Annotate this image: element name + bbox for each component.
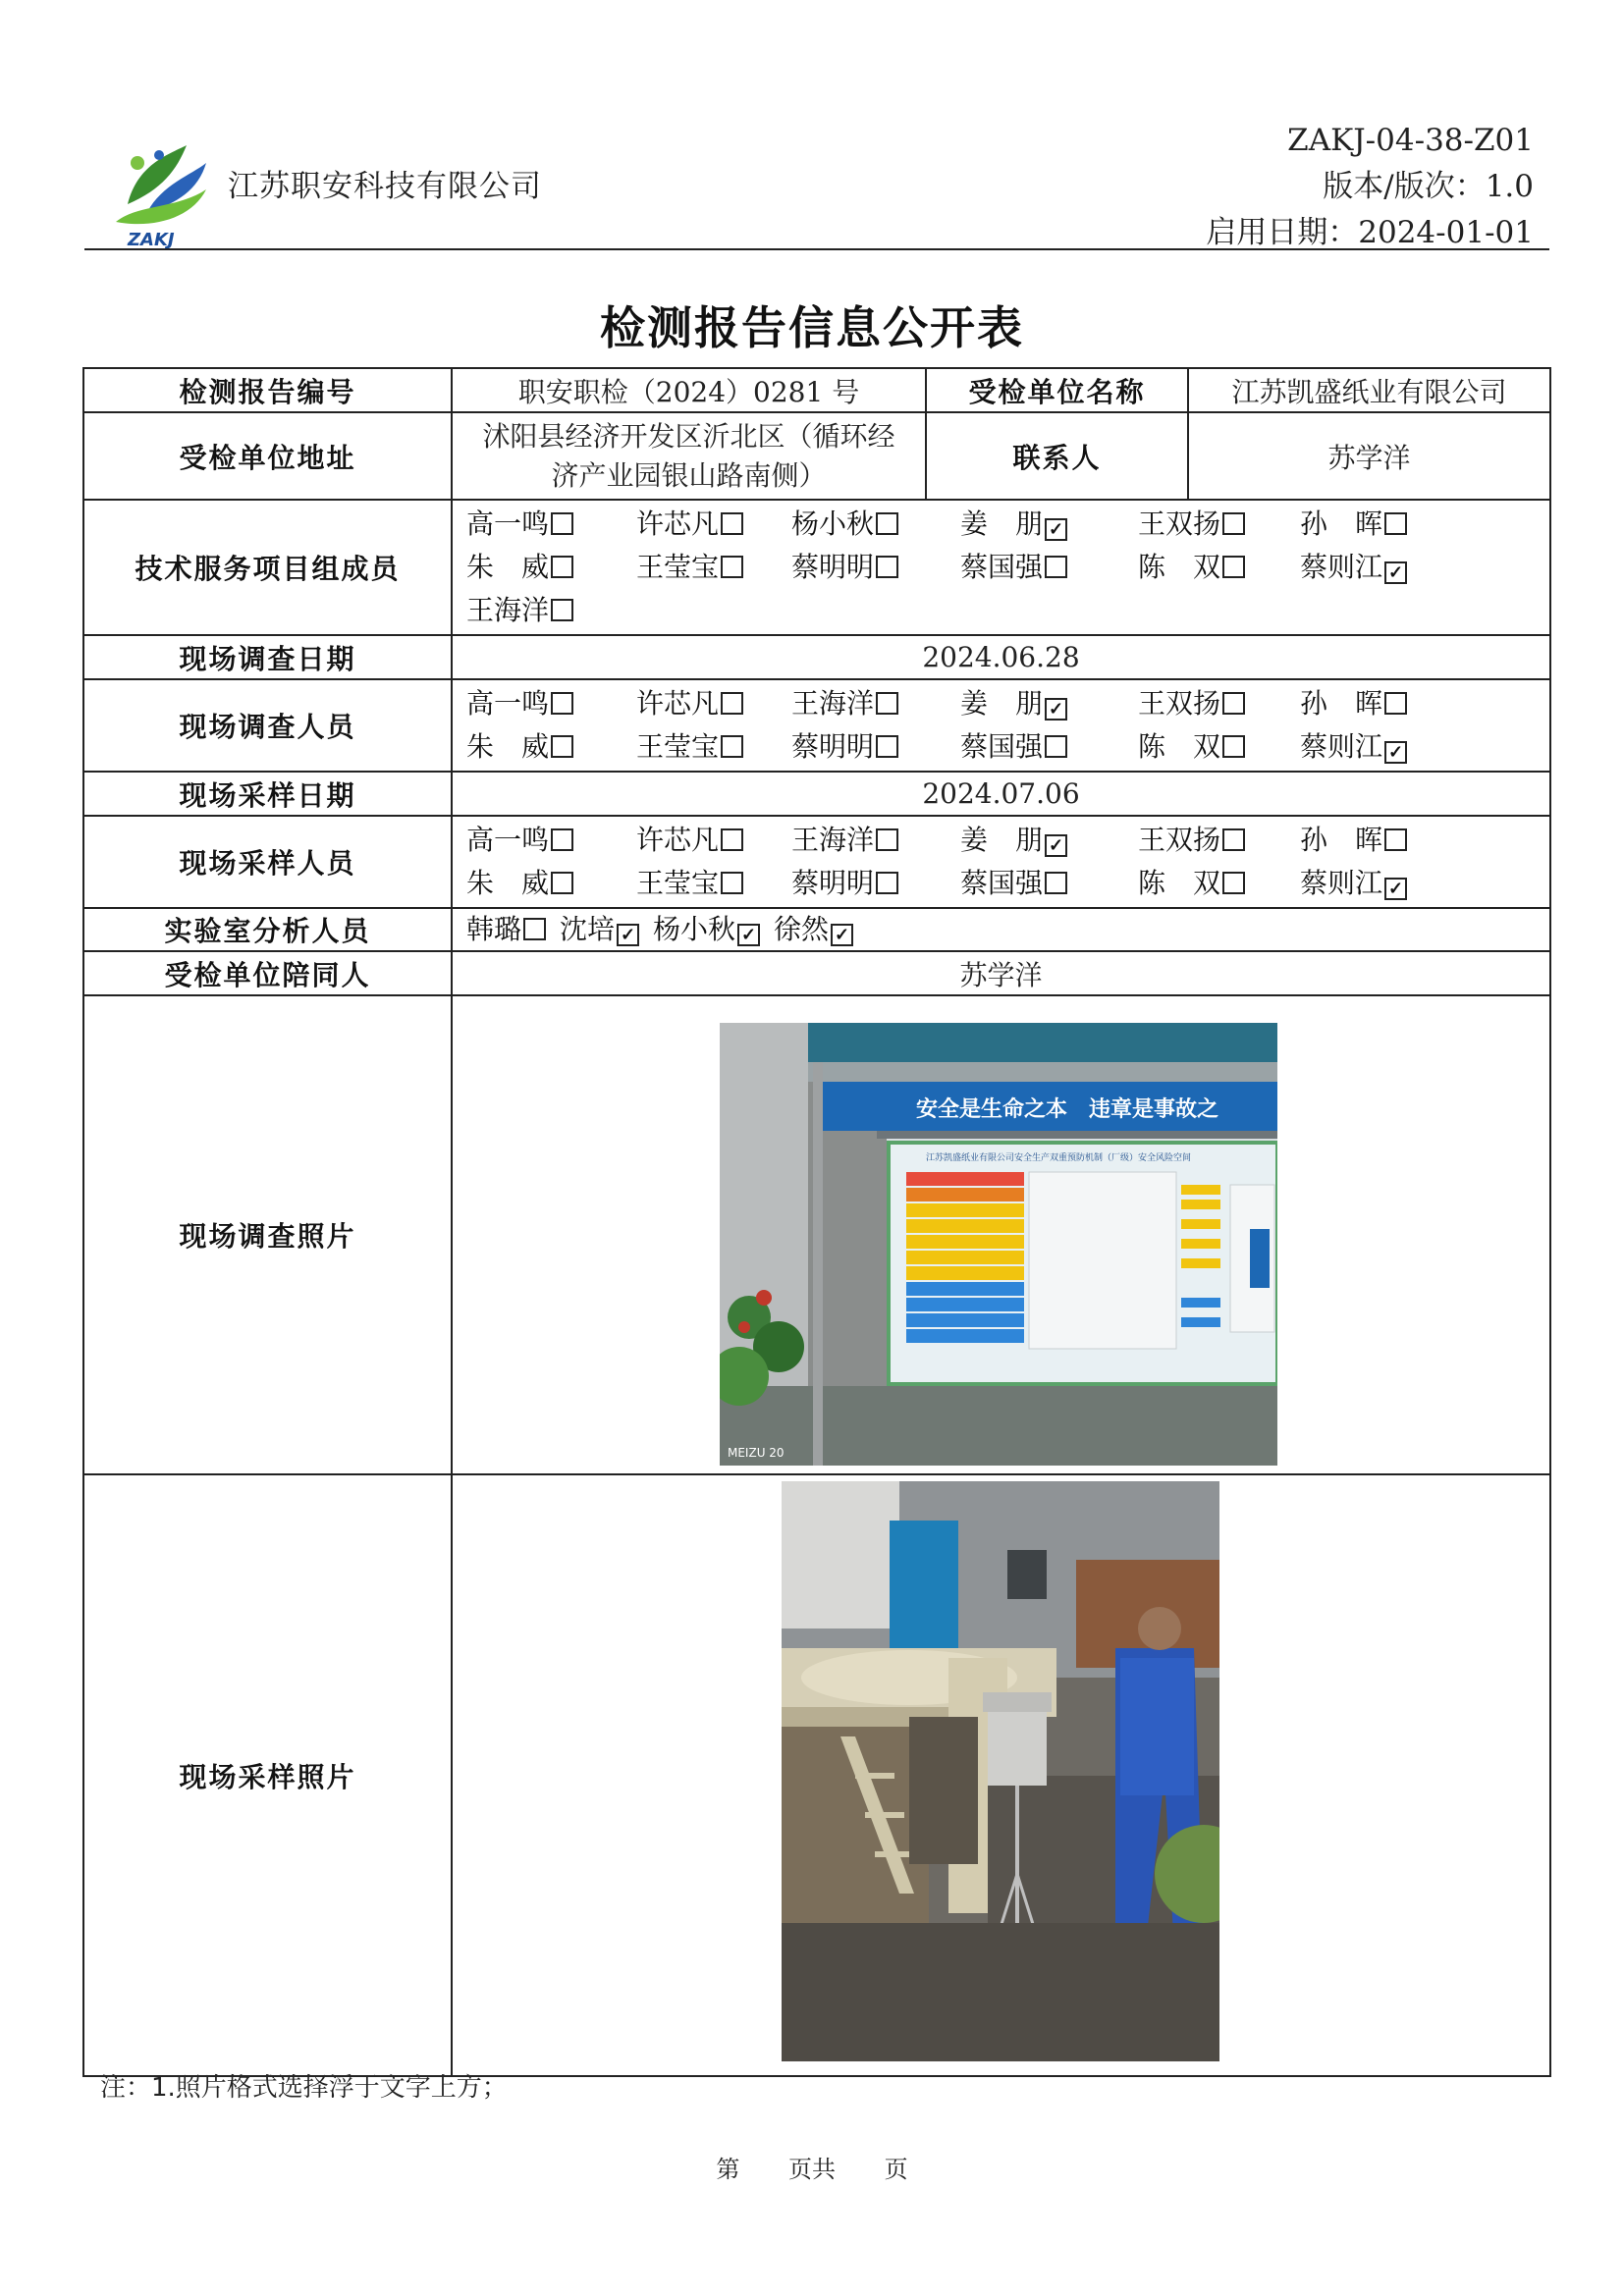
staff-name: 朱 威 — [466, 867, 550, 899]
team-members — [452, 500, 1550, 635]
staff-name: 高一鸣 — [466, 507, 550, 540]
staff-member — [636, 546, 791, 589]
staff-name: 陈 双 — [1138, 551, 1221, 583]
staff-member — [960, 819, 1138, 862]
sampling-staff-list — [466, 817, 1536, 907]
staff-name: 王海洋 — [791, 824, 875, 856]
checkbox-icon[interactable] — [876, 512, 898, 535]
staff-name: 杨小秋 — [653, 913, 736, 945]
doc-effective-date: 启用日期：2024-01-01 — [1206, 215, 1534, 250]
checked-checkbox-icon[interactable]: ✓ — [737, 924, 760, 946]
checkbox-icon[interactable] — [1222, 512, 1245, 535]
checkbox-icon[interactable] — [551, 692, 573, 715]
staff-member — [791, 546, 960, 589]
staff-member — [1138, 725, 1300, 769]
staff-member — [1300, 862, 1418, 905]
report-no-label: 检测报告编号 — [83, 368, 452, 412]
checkbox-icon[interactable] — [551, 828, 573, 851]
staff-name: 徐然 — [774, 913, 830, 945]
staff-member — [1138, 819, 1300, 862]
survey-photo-cell — [452, 995, 1550, 1474]
checkbox-icon[interactable] — [523, 918, 546, 940]
staff-name: 王莹宝 — [636, 730, 720, 763]
checkbox-icon[interactable] — [1222, 556, 1245, 578]
staff-member — [466, 819, 636, 862]
zakj-logo-icon — [108, 135, 216, 253]
staff-member — [466, 503, 636, 546]
staff-name: 王双扬 — [1138, 687, 1221, 720]
staff-name: 王莹宝 — [636, 867, 720, 899]
staff-name: 许芯凡 — [636, 824, 720, 856]
staff-name: 姜 朋 — [960, 507, 1044, 540]
staff-name: 孙 晖 — [1300, 507, 1383, 540]
checkbox-icon[interactable] — [876, 692, 898, 715]
company-name: 江苏职安科技有限公司 — [228, 169, 542, 204]
report-info-table — [82, 367, 1551, 2077]
contact-value: 苏学洋 — [1188, 412, 1550, 500]
table-row — [83, 908, 1550, 951]
staff-name: 沈培 — [560, 913, 616, 945]
logo-text: ZAKJ — [128, 230, 175, 250]
table-row — [83, 635, 1550, 679]
footer-page-suffix: 页 — [884, 2156, 908, 2183]
staff-name: 陈 双 — [1138, 730, 1221, 763]
staff-member — [560, 913, 639, 945]
survey-staff-label: 现场调查人员 — [83, 679, 452, 772]
table-row — [83, 368, 1550, 412]
staff-member — [1138, 503, 1300, 546]
sampling-date-label: 现场采样日期 — [83, 772, 452, 816]
page-footer — [0, 2150, 1624, 2184]
checked-checkbox-icon[interactable]: ✓ — [1045, 834, 1067, 857]
table-row — [83, 995, 1550, 1474]
staff-name: 高一鸣 — [466, 824, 550, 856]
doc-code: ZAKJ-04-38-Z01 — [1287, 123, 1534, 158]
page-title: 检测报告信息公开表 — [600, 301, 1024, 354]
staff-name: 蔡国强 — [960, 867, 1044, 899]
banner-text: 安全是生命之本 违章是事故之 — [916, 1097, 1219, 1122]
checkbox-icon[interactable] — [1222, 828, 1245, 851]
staff-name: 蔡国强 — [960, 730, 1044, 763]
staff-member — [960, 862, 1138, 905]
staff-member — [960, 725, 1138, 769]
staff-member — [466, 682, 636, 725]
staff-name: 陈 双 — [1138, 867, 1221, 899]
unit-name-label: 受检单位名称 — [926, 368, 1188, 412]
staff-member — [636, 725, 791, 769]
address-label: 受检单位地址 — [83, 412, 452, 500]
staff-member — [791, 819, 960, 862]
staff-member — [1300, 725, 1418, 769]
staff-name: 蔡则江 — [1300, 730, 1383, 763]
lab-staff-list — [466, 910, 1536, 949]
staff-name: 朱 威 — [466, 551, 550, 583]
note-text: 注：1.照片格式选择浮于文字上方； — [100, 2073, 508, 2103]
staff-name: 蔡则江 — [1300, 867, 1383, 899]
unit-name-value: 江苏凯盛纸业有限公司 — [1188, 368, 1550, 412]
staff-name: 高一鸣 — [466, 687, 550, 720]
staff-member — [466, 725, 636, 769]
survey-photo — [720, 1023, 1277, 1466]
staff-name: 蔡明明 — [791, 867, 875, 899]
header-divider — [84, 248, 1549, 250]
table-row — [83, 772, 1550, 816]
staff-name: 蔡明明 — [791, 730, 875, 763]
staff-member — [1138, 862, 1300, 905]
staff-name: 王海洋 — [466, 594, 550, 626]
checkbox-icon[interactable] — [876, 556, 898, 578]
checkbox-icon[interactable] — [721, 512, 743, 535]
staff-name: 蔡明明 — [791, 551, 875, 583]
staff-member — [636, 682, 791, 725]
footer-total-label: 页共 — [788, 2156, 836, 2183]
checkbox-icon[interactable] — [1384, 828, 1407, 851]
staff-name: 姜 朋 — [960, 687, 1044, 720]
checkbox-icon[interactable] — [1222, 692, 1245, 715]
sampling-date-value: 2024.07.06 — [452, 772, 1550, 816]
escort-label: 受检单位陪同人 — [83, 951, 452, 995]
staff-member — [1300, 682, 1418, 725]
staff-member — [791, 682, 960, 725]
staff-name: 蔡国强 — [960, 551, 1044, 583]
staff-name: 杨小秋 — [791, 507, 875, 540]
staff-member — [1138, 546, 1300, 589]
checkbox-icon[interactable] — [551, 512, 573, 535]
document-meta — [1206, 118, 1534, 256]
checkbox-icon[interactable] — [721, 556, 743, 578]
checked-checkbox-icon[interactable]: ✓ — [831, 924, 853, 946]
staff-name: 孙 晖 — [1300, 687, 1383, 720]
checked-checkbox-icon[interactable]: ✓ — [1384, 878, 1407, 900]
survey-date-label: 现场调查日期 — [83, 635, 452, 679]
staff-member — [466, 862, 636, 905]
sampling-photo-label: 现场采样照片 — [83, 1474, 452, 2076]
staff-member — [960, 546, 1138, 589]
board-title-text: 江苏凯盛纸业有限公司安全生产双重预防机制（厂级）安全风险空间 — [926, 1153, 1192, 1163]
staff-member — [1300, 503, 1418, 546]
sampling-photo — [782, 1481, 1219, 2061]
staff-member — [636, 503, 791, 546]
checkbox-icon[interactable] — [551, 735, 573, 758]
escort-value: 苏学洋 — [452, 951, 1550, 995]
table-row — [83, 500, 1550, 635]
checkbox-icon[interactable] — [876, 735, 898, 758]
survey-staff — [452, 679, 1550, 772]
staff-name: 朱 威 — [466, 730, 550, 763]
staff-member — [636, 862, 791, 905]
table-row — [83, 412, 1550, 500]
checked-checkbox-icon[interactable]: ✓ — [1384, 741, 1407, 764]
checkbox-icon[interactable] — [551, 872, 573, 894]
staff-name: 许芯凡 — [636, 507, 720, 540]
checkbox-icon[interactable] — [721, 735, 743, 758]
checkbox-icon[interactable] — [876, 828, 898, 851]
staff-name: 王双扬 — [1138, 824, 1221, 856]
checkbox-icon[interactable] — [1045, 735, 1067, 758]
contact-label: 联系人 — [926, 412, 1188, 500]
staff-member — [466, 913, 546, 945]
photo-watermark: MEIZU 20 — [728, 1446, 785, 1460]
staff-name: 孙 晖 — [1300, 824, 1383, 856]
checkbox-icon[interactable] — [1045, 872, 1067, 894]
table-row — [83, 1474, 1550, 2076]
address-value: 沭阳县经济开发区沂北区（循环经济产业园银山路南侧） — [452, 412, 926, 500]
staff-member — [653, 913, 760, 945]
sampling-staff-label: 现场采样人员 — [83, 816, 452, 908]
checkbox-icon[interactable] — [1384, 692, 1407, 715]
checked-checkbox-icon[interactable]: ✓ — [1045, 518, 1067, 541]
staff-name: 许芯凡 — [636, 687, 720, 720]
staff-member — [774, 913, 853, 945]
table-row — [83, 951, 1550, 995]
team-member-list — [466, 501, 1536, 634]
staff-member — [791, 503, 960, 546]
checkbox-icon[interactable] — [551, 556, 573, 578]
staff-member — [960, 682, 1138, 725]
table-row — [83, 816, 1550, 908]
staff-member — [466, 546, 636, 589]
survey-staff-list — [466, 680, 1536, 771]
checkbox-icon[interactable] — [1045, 556, 1067, 578]
table-row — [83, 679, 1550, 772]
checkbox-icon[interactable] — [1222, 735, 1245, 758]
report-no-value: 职安职检（2024）0281 号 — [452, 368, 926, 412]
checkbox-icon[interactable] — [721, 828, 743, 851]
checkbox-icon[interactable] — [1222, 872, 1245, 894]
team-label: 技术服务项目组成员 — [83, 500, 452, 635]
checked-checkbox-icon[interactable]: ✓ — [1045, 698, 1067, 721]
checkbox-icon[interactable] — [721, 872, 743, 894]
staff-member — [960, 503, 1138, 546]
sampling-photo-cell — [452, 1474, 1550, 2076]
staff-member — [466, 589, 636, 632]
survey-date-value: 2024.06.28 — [452, 635, 1550, 679]
lab-staff — [452, 908, 1550, 951]
staff-member — [791, 725, 960, 769]
checked-checkbox-icon[interactable]: ✓ — [1384, 561, 1407, 584]
checkbox-icon[interactable] — [1384, 512, 1407, 535]
checkbox-icon[interactable] — [551, 599, 573, 621]
staff-name: 姜 朋 — [960, 824, 1044, 856]
checkbox-icon[interactable] — [876, 872, 898, 894]
staff-member — [636, 819, 791, 862]
staff-name: 王双扬 — [1138, 507, 1221, 540]
staff-member — [1138, 682, 1300, 725]
survey-photo-label: 现场调查照片 — [83, 995, 452, 1474]
checkbox-icon[interactable] — [721, 692, 743, 715]
staff-name: 王海洋 — [791, 687, 875, 720]
staff-name: 韩璐 — [466, 913, 522, 945]
staff-member — [791, 862, 960, 905]
sampling-staff — [452, 816, 1550, 908]
staff-member — [1300, 546, 1418, 589]
staff-name: 蔡则江 — [1300, 551, 1383, 583]
doc-version: 版本/版次：1.0 — [1323, 169, 1534, 204]
lab-staff-label: 实验室分析人员 — [83, 908, 452, 951]
footer-page-label: 第 — [716, 2156, 740, 2183]
staff-name: 王莹宝 — [636, 551, 720, 583]
checked-checkbox-icon[interactable]: ✓ — [617, 924, 639, 946]
staff-member — [1300, 819, 1418, 862]
